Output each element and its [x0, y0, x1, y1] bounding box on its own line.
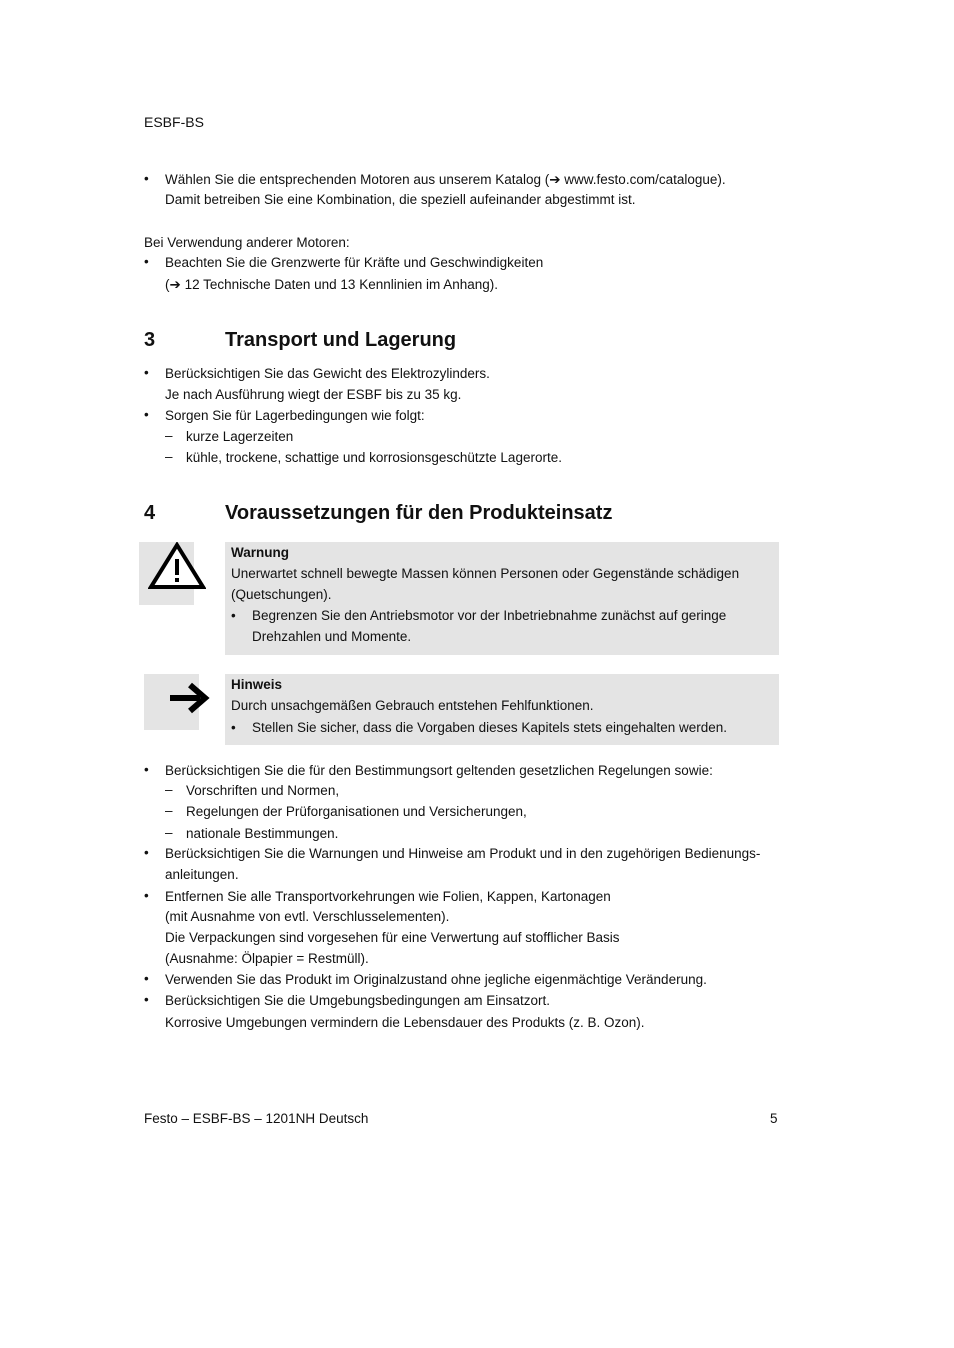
list-item-continuation: Korrosive Umgebungen vermindern die Lebensdauer des Produkts (z. B. Ozon). [165, 1015, 645, 1030]
list-item: Sorgen Sie für Lagerbedingungen wie folgt: [165, 408, 425, 423]
paragraph: Bei Verwendung anderer Motoren: [144, 235, 350, 250]
list-item: Berücksichtigen Sie die Warnungen und Hinweise am Produkt und in den zugehörigen Bedienungs- [165, 846, 761, 861]
arrow-right-icon: ➔ [549, 172, 561, 187]
warning-bullet-continuation: Drehzahlen und Momente. [252, 629, 412, 644]
list-item-continuation: Je nach Ausführung wiegt der ESBF bis zu 35 kg. [165, 387, 462, 402]
page-number: 5 [770, 1111, 778, 1126]
document-code: ESBF-BS [144, 114, 204, 130]
sub-list-item: Regelungen der Prüforganisationen und Versicherungen, [186, 804, 527, 819]
bullet-marker: • [231, 608, 236, 623]
list-item: Berücksichtigen Sie das Gewicht des Elektrozylinders. [165, 366, 490, 381]
bullet-marker: • [231, 720, 236, 735]
warning-title: Warnung [231, 545, 289, 560]
sub-list-item: Vorschriften und Normen, [186, 783, 340, 798]
warning-triangle-icon [148, 542, 206, 590]
sub-list-item: kurze Lagerzeiten [186, 429, 294, 444]
bullet-marker: • [144, 971, 149, 986]
section-title: Transport und Lagerung [225, 329, 457, 351]
list-item: Verwenden Sie das Produkt im Originalzustand ohne jegliche eigenmächtige Veränderung. [165, 972, 707, 987]
list-item-continuation [165, 276, 498, 294]
section-number: 4 [144, 502, 156, 524]
dash-marker: – [165, 449, 173, 464]
bullet-marker: • [144, 407, 149, 422]
note-title: Hinweis [231, 677, 283, 692]
bullet-marker: • [144, 171, 149, 186]
list-item-continuation: anleitungen. [165, 867, 239, 882]
dash-marker: – [165, 825, 173, 840]
arrow-right-icon: ➔ [169, 277, 181, 292]
note-text: Durch unsachgemäßen Gebrauch entstehen Fehlfunktionen. [231, 698, 594, 713]
bullet-marker: • [144, 365, 149, 380]
section-title: Voraussetzungen für den Produkteinsatz [225, 502, 613, 524]
bullet-marker: • [144, 992, 149, 1007]
dash-marker: – [165, 428, 173, 443]
list-item-continuation: (Ausnahme: Ölpapier = Restmüll). [165, 951, 369, 966]
bullet-marker: • [144, 888, 149, 903]
cross-reference-link[interactable]: 12 Technische Daten und 13 Kennlinien im Anhang). [180, 277, 499, 292]
list-item-continuation: Die Verpackungen sind vorgesehen für eine Verwertung auf stofflicher Basis [165, 930, 620, 945]
section-number: 3 [144, 329, 156, 351]
sub-list-item: kühle, trockene, schattige und korrosionsgeschützte Lagerorte. [186, 450, 562, 465]
bullet-marker: • [144, 845, 149, 860]
arrow-right-icon [168, 682, 212, 714]
list-item-continuation: Damit betreiben Sie eine Kombination, die speziell aufeinander abgestimmt ist. [165, 192, 636, 207]
list-item: Berücksichtigen Sie die für den Bestimmungsort geltenden gesetzlichen Regelungen sowie: [165, 763, 713, 778]
bullet-marker: • [144, 254, 149, 269]
list-item: Beachten Sie die Grenzwerte für Kräfte und Geschwindigkeiten [165, 255, 544, 270]
footer-text: Festo – ESBF-BS – 1201NH Deutsch [144, 1111, 369, 1126]
bullet-marker: • [144, 762, 149, 777]
sub-list-item: nationale Bestimmungen. [186, 826, 339, 841]
paren: ( [165, 277, 170, 292]
warning-bullet: Begrenzen Sie den Antriebsmotor vor der Inbetriebnahme zunächst auf geringe [252, 608, 727, 623]
list-item: Berücksichtigen Sie die Umgebungsbedingungen am Einsatzort. [165, 993, 550, 1008]
list-item: Entfernen Sie alle Transportvorkehrungen wie Folien, Kappen, Kartonagen [165, 889, 611, 904]
list-item-text: Wählen Sie die entsprechenden Motoren aus unserem Katalog ( [165, 172, 550, 187]
list-item [165, 171, 726, 189]
dash-marker: – [165, 782, 173, 797]
list-item-continuation: (mit Ausnahme von evtl. Verschlusselementen). [165, 909, 450, 924]
dash-marker: – [165, 803, 173, 818]
warning-text: (Quetschungen). [231, 587, 332, 602]
catalogue-link[interactable]: www.festo.com/catalogue). [560, 172, 726, 187]
warning-text: Unerwartet schnell bewegte Massen können Personen oder Gegenstände schädigen [231, 566, 740, 581]
note-bullet: Stellen Sie sicher, dass die Vorgaben dieses Kapitels stets eingehalten werden. [252, 720, 728, 735]
